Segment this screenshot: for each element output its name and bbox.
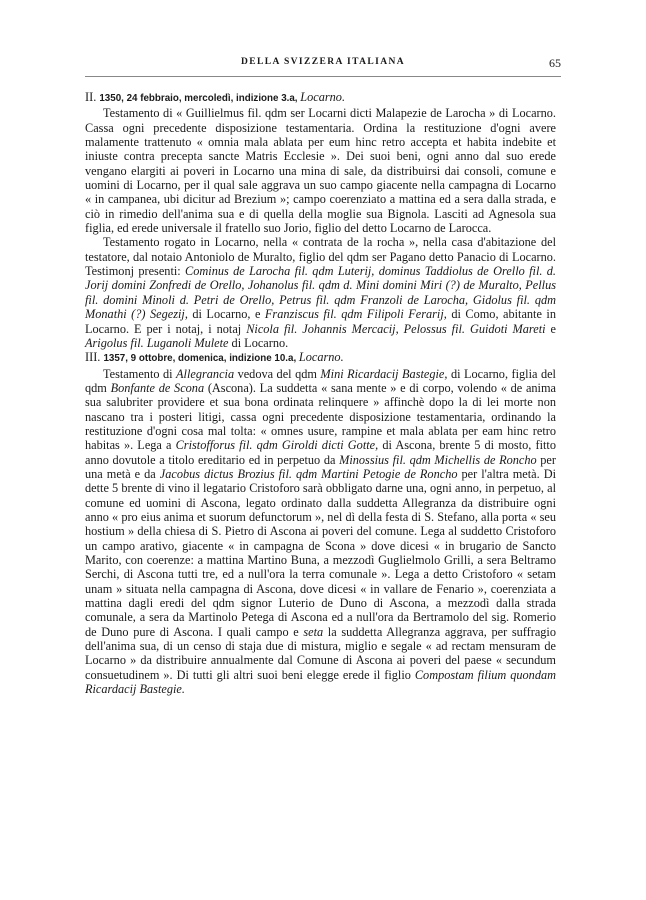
running-head bbox=[85, 57, 561, 71]
person-name: Minossius fil. qdm Michellis de Roncho bbox=[339, 452, 537, 467]
notary-name: Arigolus fil. Luganoli Mulete bbox=[85, 335, 229, 350]
witness-name: Franziscus fil. qdm Filipoli Ferarij, bbox=[264, 307, 447, 322]
notary-names: Nicola fil. Johannis Mercacij, Pelossus fil. Guidoti Mareti bbox=[246, 321, 546, 336]
page-number: 65 bbox=[549, 56, 561, 70]
running-title: DELLA SVIZZERA ITALIANA bbox=[240, 57, 405, 67]
term: seta bbox=[303, 624, 324, 639]
person-name: Compostam filium quondam Ricardacij Bastegie. bbox=[85, 667, 556, 697]
paragraph: Testamento di Allegrancia vedova del qdm Mini Ricardacij Bastegie, di Locarno, figlia del qdm Bonfante de Scona (Ascona). La suddetta « sana mente » e di corpo, volendo « de anima sua salubriter providere et sua bona ordinata relinquere » affinchè dopo la di lei morte non nascano tra i posteri litigi, cassa ogni precedente disposizione testamentaria, ordinando la restituzione d'ogni cosa mal tolta: « omnes usure, rampine et mala ablata per eam hinc retro habitas ». Lega a Cristofforus fil. qdm Giroldi dicti Gotte, di Ascona, brente 5 di mosto, fitto anno dovutole a titolo ereditario ed in perpetuo da Minossius fil. qdm Michellis de Roncho per una metà e da Jacobus dictus Brozius fil. qdm Martini Petogie de Roncho per l'altra metà. Di dette 5 brente di vino il legatario Cristoforo sarà obbligato darne una, ogni anno, in perpetuo, al comune ed uomini di Ascona, legato ordinato dalla suddetta Allegranza da distribuire ogni anno « pro eius anima et suorum defunctorum », nel dì della festa di S. Stefano, alla porta « seu hostium » della chiesa di S. Pietro di Ascona ai poveri del comune. Lega al suddetto Cristoforo un campo arativo, giacente « in campagna de Scona » dove dicesi « in brugario de Sancto Marito, con coerenze: a mattina Martino Buna, a mezzodì Guglielmolo Grilli, a sera Beltramo Serchi, di Ascona tutti tre, ed a null'ora la terra comunale ». Lega a detto Cristoforo « setam unam » situata nella campagna di Ascona, dove dicesi « in vallare de Fenario », coerenziata a mattina dagli eredi del qdm signor Luterio de Duno di Ascona, a mezzodì dalla strada comunale, a sera da Martinolo Petega di Ascona ed a null'ora da Bertramolo del sig. Romerio de Duno pure di Ascona. I quali campo e seta la suddetta Allegranza aggrava, per suffragio dell'anima sua, di un censo di staja due di mistura, miglio e segale « ad rectam mensuram de Locarno » da distribuire annualmente dal Comune di Ascona ai poveri del paese « secundum consuetudinem ». Di tutti gli altri suoi beni elegge erede il figlio Compostam filium quondam Ricardacij Bastegie. bbox=[85, 366, 557, 697]
witness-names: Cominus de Larocha fil. qdm Luterij, dominus Taddiolus de Orello fil. d. Jorij domini Zonfredi de Orello, Johanolus fil. qdm d. Mini domini Miri (?) de Muralto, Pellus fil. domini Minoli d. Petri de Orello, Petrus fil. qdm Franzoli de Larocha, Gidolus fil. qdm Monathi (?) Segezij, bbox=[85, 264, 556, 322]
entry-place: Locarno. bbox=[300, 90, 346, 104]
header-rule bbox=[85, 76, 561, 77]
person-name: Cristofforus fil. qdm Giroldi dicti Gotte, bbox=[175, 438, 379, 453]
entry-date: 1357, 9 ottobre, domenica, indizione 10.a, bbox=[103, 353, 299, 365]
body-text bbox=[85, 90, 556, 696]
entry-heading-iii: III. 1357, 9 ottobre, domenica, indizione 10.a, Locarno. bbox=[85, 350, 344, 365]
paragraph: Testamento di « Guillielmus fil. qdm ser Locarni dicti Malapezie de Larocha » di Locarno. Cassa ogni precedente disposizione testamentaria. Ordina la restituzione d'ogni avere malamente trattenuto « omnia mala ablata per eum hinc retro accepta et habita indebite et iniuste contra precepta sancte Matris Ecclesie ». Dei suoi beni, ogni anno dal suo erede vengano elargiti ai poveri in Locarno una mina di sale, da distribuirsi dai consoli, comune e uomini di Locarno, per il qual sale aggrava un suo campo giacente nella campagna di Locarno « in campanea, ubi dicitur ad Brezium »; campo coerenziato a mattina ed a sera dalla strada, e ciò in rimedio dell'anima sua e di quella della moglie sua Bignola. Lasciti ad Agnesola sua figlia, ed erede universale il fratello suo Jorio, figlio del detto Locarno de Larocca. bbox=[85, 106, 556, 236]
person-name: Jacobus dictus Brozius fil. qdm Martini Petogie de Roncho bbox=[159, 466, 458, 481]
paragraph: Testamento rogato in Locarno, nella « contrata de la rocha », nella casa d'abitazione del testatore, dal notaio Antoniolo de Muralto, figlio del qdm ser Pagano detto Panacio di Locarno. Testimonj presenti: Cominus de Larocha fil. qdm Luterij, dominus Taddiolus de Orello fil. d. Jorij domini Zonfredi de Orello, Johanolus fil. qdm d. Mini domini Miri (?) de Muralto, Pellus fil. domini Minoli d. Petri de Orello, Petrus fil. qdm Franzoli de Larocha, Gidolus fil. qdm Monathi (?) Segezij, di Locarno, e Franziscus fil. qdm Filipoli Ferarij, di Como, abitante in Locarno. E per i notaj, i notaj Nicola fil. Johannis Mercacij, Pelossus fil. Guidoti Mareti e Arigolus fil. Luganoli Mulete di Locarno. bbox=[85, 235, 556, 350]
entry-place: Locarno. bbox=[298, 350, 344, 365]
entry-date: 1350, 24 febbraio, mercoledì, indizione 3.a, bbox=[99, 93, 301, 104]
person-name: Bonfante de Scona bbox=[110, 380, 205, 395]
person-name: Mini Ricardacij Bastegie, bbox=[320, 366, 448, 381]
entry-heading-ii: II. 1350, 24 febbraio, mercoledì, indizione 3.a, Locarno. bbox=[85, 90, 346, 104]
person-name: Allegrancia bbox=[176, 366, 235, 381]
